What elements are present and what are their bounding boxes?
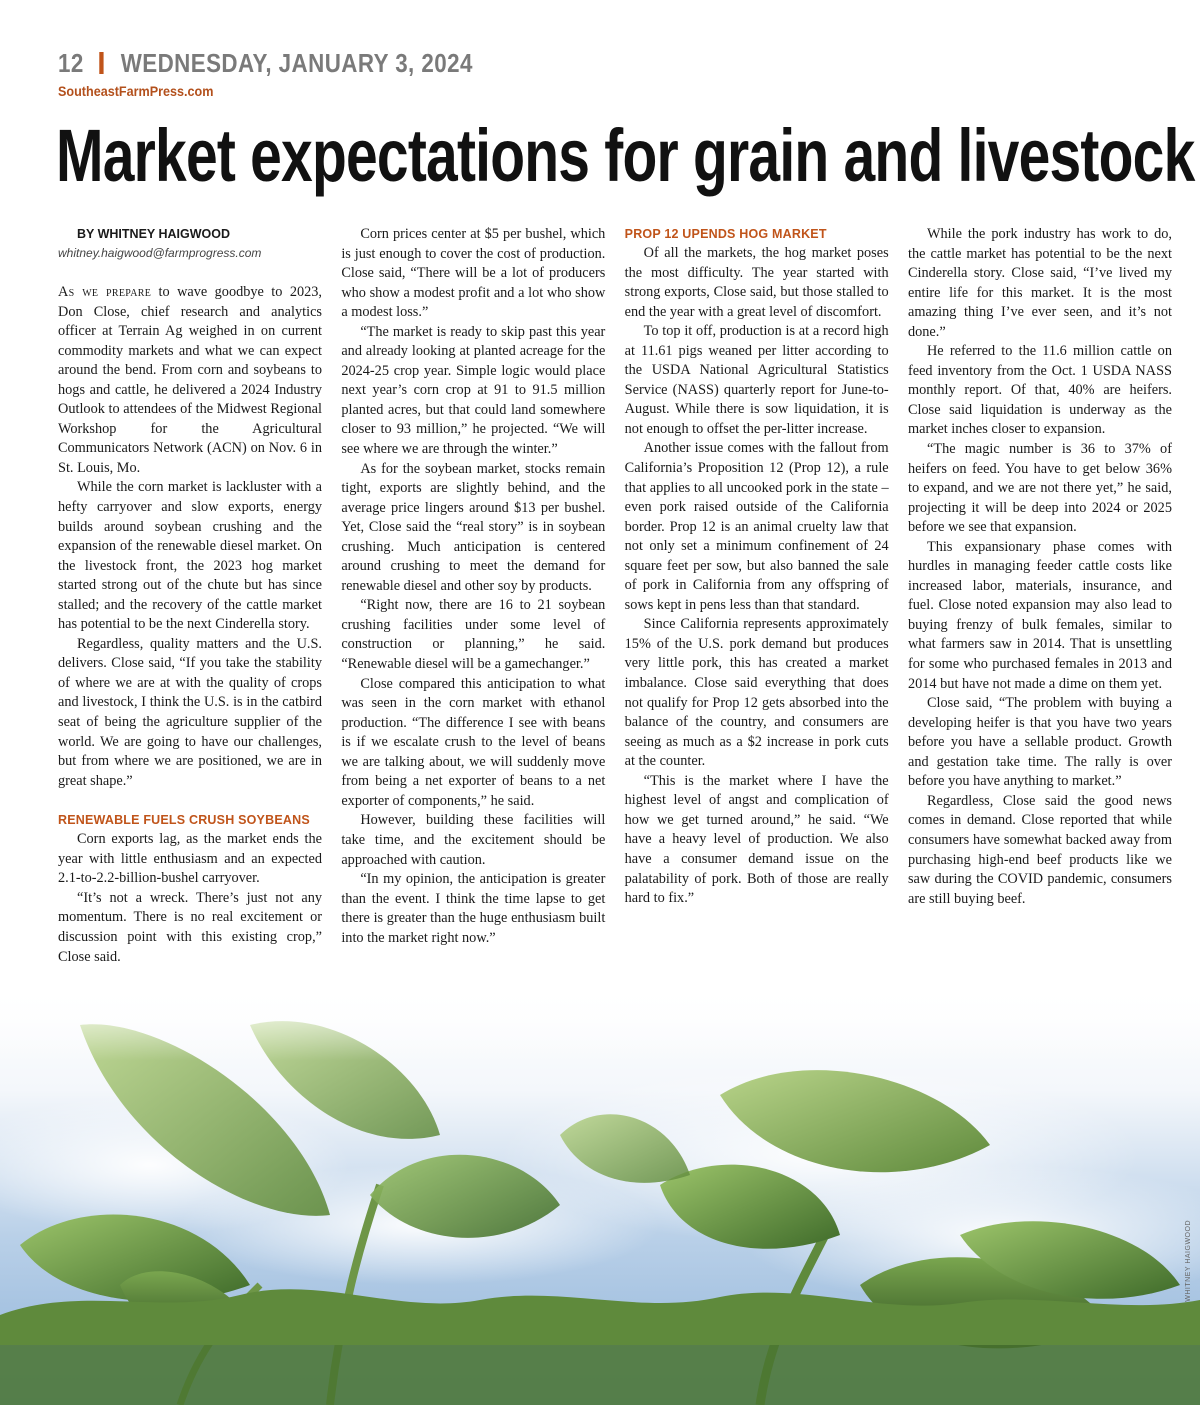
soybean-field-photo: [0, 985, 1200, 1405]
paragraph: Regardless, quality matters and the U.S. delivers. Close said, “If you take the stability of where we are at with the quality of crops and livestock, I think the U.S. is in the catbird seat of being the agriculture supplier of the world. We are going to have our challenges, but from where we are positioned, we are in great shape.”: [58, 635, 322, 789]
publication-site: SoutheastFarmPress.com: [58, 83, 214, 99]
paragraph: Regardless, Close said the good news comes in demand. Close reported that while consumers have somewhat backed away from purchasing high-end beef products like we saw during the COVID pandemic, consumers are still buying beef.: [907, 792, 1172, 907]
lead-paragraph: [58, 283, 322, 478]
paragraph: “The market is ready to skip past this year and already looking at planted acreage for the 2024-25 crop year. Simple logic would place next year’s corn crop at 91 to 91.5 million planted acres, but that could land somewhere closer to 93 million,” he projected. “We will see where we are through the winter.”: [341, 323, 606, 458]
paragraph: “It’s not a wreck. There’s just not any momentum. There is no real excitement or discussion point with this existing crop,” Close said.: [58, 889, 322, 965]
column-3: [625, 225, 889, 967]
paragraph: “Right now, there are 16 to 21 soybean crushing facilities under some level of construction or planning,” he said. “Renewable diesel will be a gamechanger.”: [341, 597, 606, 673]
paragraph: Corn prices center at $5 per bushel, which is just enough to cover the cost of production. Close said, “There will be a lot of producers who show a modest profit and a lot who show a modest loss.”: [341, 226, 606, 321]
column-1: [58, 225, 322, 967]
paragraph: He referred to the 11.6 million cattle on feed inventory from the Oct. 1 USDA NASS monthly report. Of that, 40% are heifers. Close said liquidation is underway as the market inches closer to expansion.: [907, 343, 1172, 438]
paragraph: “This is the market where I have the highest level of angst and complication of how we get turned around,” he said. “We have a heavy level of production. We also have a consumer demand issue on the palatability of pork. Both of those are really hard to fix.”: [624, 772, 889, 907]
paragraph: Close said, “The problem with buying a developing heifer is that you have two years before you have a sellable product. Growth and gestation take time. The rally is over before you have anything to market.”: [907, 695, 1172, 790]
paragraph: Another issue comes with the fallout from California’s Proposition 12 (Prop 12), a rule that applies to all uncooked pork in the state – even pork raised outside of the California border. Prop 12 is an animal cruelty law that not only set a minimum confinement of 24 square feet per sow, but also banned the sale of pork in California from any offspring of sows kept in pens less than that standard.: [624, 440, 889, 613]
column-2: [341, 225, 605, 967]
article-body: [58, 225, 1172, 967]
article-headline: Market expectations for grain and livestock: [56, 114, 1195, 197]
page-folio: [58, 44, 473, 82]
lead-paragraph-text: to wave goodbye to 2023, Don Close, chief research and analytics officer at Terrain Ag weighed in on current commodity markets and what we can expect around the bend. From corn and soybeans to hogs and cattle, he delivered a 2024 Industry Outlook to attendees of the Midwest Regional Workshop for the Agricultural Communicators Network (ACN) on Nov. 6 in St. Louis, Mo.: [58, 284, 322, 476]
issue-date: WEDNESDAY, JANUARY 3, 2024: [120, 47, 473, 78]
subhead-prop12: PROP 12 UPENDS HOG MARKET: [624, 227, 827, 241]
paragraph: Close compared this anticipation to what was seen in the corn market with ethanol production. “The difference I see with beans is if we escalate crush to the level of beans we are talking about, we will suddenly move from being a net exporter of beans to a net exporter of components,” he said.: [341, 675, 606, 809]
paragraph: “In my opinion, the anticipation is greater than the event. I think the time lapse to get there is greater than the huge enthusiasm built into the market right now.”: [341, 871, 606, 946]
soybean-leaves-illustration: [0, 985, 1200, 1405]
paragraph: To top it off, production is at a record high at 11.61 pigs weaned per litter according to the USDA National Agricultural Statistics Service (NASS) quarterly report for June-to-August. While there is sow liquidation, it is not enough to offset the per-litter increase.: [624, 323, 889, 437]
paragraph: While the pork industry has work to do, the cattle market has potential to be the next Cinderella story. Close said, “I’ve lived my entire life for this market. It is the most amazing thing I’ve ever seen, and it’s not done.”: [907, 226, 1172, 340]
paragraph: However, building these facilities will take time, and the excitement should be approached with caution.: [341, 812, 606, 868]
folio-divider: [99, 52, 103, 74]
paragraph: While the corn market is lackluster with a hefty carryover and slow exports, energy builds around soybean crushing and the expansion of the renewable diesel market. On the livestock front, the 2023 hog market started strong out of the chute but has since stalled; and the recovery of the cattle market has potential to be the next Cinderella story.: [58, 479, 322, 633]
paragraph: Corn exports lag, as the market ends the year with little enthusiasm and an expected 2.1-to-2.2-billion-bushel carryover.: [58, 831, 322, 887]
lead-caps: As we prepare: [58, 284, 152, 300]
paragraph: Since California represents approximately 15% of the U.S. pork demand but produces very little pork, this has created a market imbalance. Close said everything that does not qualify for Prop 12 gets absorbed into the balance of the country, and consumers are seeing as much as a $2 increase in pork cuts at the counter.: [624, 616, 889, 770]
byline: BY WHITNEY HAIGWOOD: [77, 227, 231, 241]
page-number: 12: [58, 47, 84, 78]
paragraph: As for the soybean market, stocks remain tight, exports are slightly behind, and the average price lingers around $13 per bushel. Yet, Close said the “real story” is in soybean crushing. Much anticipation is centered around crushing to meet the demand for renewable diesel and other soy by products.: [341, 460, 606, 594]
subhead-renewable: RENEWABLE FUELS CRUSH SOYBEANS: [58, 813, 310, 828]
paragraph: “The magic number is 36 to 37% of heifers on feed. You have to get below 36% to expand, and we are not there yet,” he said, projecting it will be deep into 2024 or 2025 before we see that expansion.: [907, 441, 1172, 536]
photo-credit: WHITNEY HAIGWOOD: [1185, 1220, 1192, 1302]
paragraph: Of all the markets, the hog market poses the most difficulty. The year started with strong exports, Close said, but those stalled to end the year with a great level of discomfort.: [624, 245, 889, 320]
author-email[interactable]: whitney.haigwood@farmprogress.com: [58, 246, 262, 260]
paragraph: This expansionary phase comes with hurdles in managing feeder cattle costs like increased labor, materials, insurance, and fuel. Close noted expansion may also lead to buying frenzy of bulk females, similar to what farmers saw in 2014. That is unsettling for some who purchased females in 2013 and 2014 but have not made a dime on them yet.: [907, 538, 1172, 692]
column-4: [908, 225, 1172, 967]
